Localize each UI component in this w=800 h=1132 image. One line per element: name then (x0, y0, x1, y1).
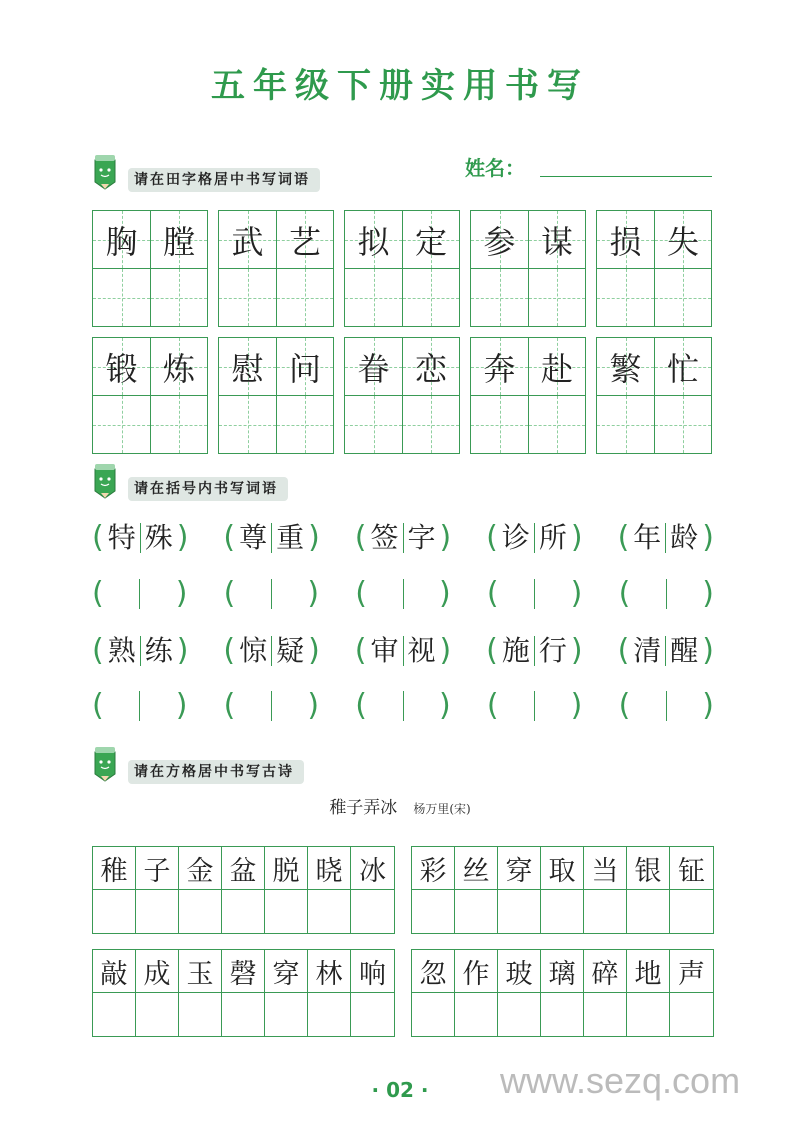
tianzige-practice-line (597, 395, 711, 453)
bracket-blank[interactable] (224, 686, 319, 726)
bracket-char: 殊 (144, 521, 173, 554)
fangge-blank-cell[interactable] (627, 890, 670, 933)
fangge-blank-cell[interactable] (351, 993, 394, 1036)
tianzige-char: 忙 (666, 349, 699, 388)
fangge-blank-cell[interactable] (351, 890, 394, 933)
bracket-char: 所 (538, 521, 567, 554)
left-bracket: ( (92, 520, 104, 555)
fangge-char: 声 (670, 950, 713, 993)
bracket-inner (629, 631, 702, 671)
page-title: 五年级下册实用书写 (211, 66, 589, 106)
tianzige-cell (276, 211, 333, 268)
tianzige-example-line (345, 211, 459, 268)
fangge-blank-cell[interactable] (93, 890, 136, 933)
fangge-blank-cell[interactable] (222, 993, 265, 1036)
fangge-char: 忽 (412, 950, 455, 993)
pencil-icon (92, 152, 118, 190)
left-bracket: ( (618, 688, 631, 723)
fangge-char: 敲 (93, 950, 136, 993)
section-label: 请在田字格居中书写词语 (128, 168, 320, 192)
fangge-blank-cell[interactable] (93, 993, 136, 1036)
page-number: · 02 · (371, 1078, 429, 1102)
tianzige-cell (219, 211, 276, 268)
fangge-blank-cell[interactable] (455, 890, 498, 933)
fangge-blank-cell[interactable] (179, 890, 222, 933)
tianzige-blank-cell[interactable] (219, 396, 276, 453)
tianzige-char: 炼 (162, 349, 195, 388)
fangge-blank-cell[interactable] (584, 890, 627, 933)
bracket-char: 年 (633, 521, 662, 554)
right-bracket: ) (439, 688, 451, 723)
tianzige-blank-cell[interactable] (654, 396, 711, 453)
bracket-char: 施 (501, 634, 530, 667)
left-bracket: ( (486, 688, 499, 723)
tianzige-word (218, 210, 334, 327)
fangge-block (411, 846, 714, 934)
tianzige-blank-cell[interactable] (654, 269, 711, 326)
poem-heading (0, 793, 800, 818)
fangge-row (92, 949, 714, 1037)
bracket-char: 签 (370, 521, 399, 554)
bracket-word (92, 631, 188, 671)
fangge-char: 玉 (179, 950, 222, 993)
bracket-inner (629, 518, 702, 558)
tianzige-example-line (345, 338, 459, 395)
fangge-blank-cell[interactable] (670, 890, 713, 933)
tianzige-word (596, 337, 712, 454)
bracket-blank[interactable] (487, 574, 582, 614)
bracket-inner (104, 518, 177, 558)
section-label: 请在括号内书写词语 (128, 477, 288, 501)
right-bracket: ) (308, 520, 320, 555)
fangge-blank-cell[interactable] (498, 890, 541, 933)
fangge-char: 脱 (265, 847, 308, 890)
bracket-blank-inner[interactable] (367, 574, 439, 614)
right-bracket: ) (176, 633, 189, 668)
bracket-char: 清 (633, 634, 662, 667)
tianzige-char: 繁 (609, 349, 642, 388)
bracket-divider (271, 579, 272, 609)
section-label: 请在方格居中书写古诗 (128, 760, 304, 784)
tianzige-cell (597, 211, 654, 268)
bracket-char: 诊 (501, 521, 530, 554)
tianzige-char: 参 (483, 222, 516, 261)
fangge-char: 取 (541, 847, 584, 890)
fangge-char: 林 (308, 950, 351, 993)
bracket-blank[interactable] (92, 574, 187, 614)
bracket-blank[interactable] (355, 686, 450, 726)
fangge-blank-cell[interactable] (308, 890, 351, 933)
fangge-blank-cell[interactable] (584, 993, 627, 1036)
fangge-char: 晓 (308, 847, 351, 890)
tianzige-cell (345, 338, 402, 395)
tianzige-practice-line (345, 395, 459, 453)
bracket-blank-inner[interactable] (367, 686, 439, 726)
bracket-blank-inner[interactable] (104, 574, 176, 614)
bracket-char: 字 (407, 521, 436, 554)
tianzige-char: 慰 (231, 349, 264, 388)
tianzige-blank-cell[interactable] (471, 269, 528, 326)
bracket-char: 惊 (239, 634, 268, 667)
bracket-blank-inner[interactable] (235, 686, 307, 726)
bracket-blank-inner[interactable] (630, 574, 702, 614)
bracket-char: 尊 (239, 521, 268, 554)
bracket-row (92, 631, 714, 671)
bracket-divider (534, 579, 535, 609)
left-bracket: ( (486, 520, 498, 555)
name-field[interactable] (540, 176, 712, 177)
bracket-word (355, 518, 451, 558)
bracket-blank[interactable] (619, 574, 714, 614)
tianzige-char: 艺 (288, 222, 321, 261)
watermark: www.sezq.com (500, 1060, 741, 1101)
fangge-char: 彩 (412, 847, 455, 890)
tianzige-word (344, 337, 460, 454)
bracket-blank-inner[interactable] (499, 686, 571, 726)
tianzige-cell (471, 338, 528, 395)
bracket-char: 醒 (670, 634, 699, 667)
left-bracket: ( (223, 633, 236, 668)
left-bracket: ( (223, 688, 236, 723)
right-bracket: ) (570, 576, 583, 611)
tianzige-char: 武 (231, 222, 264, 261)
tianzige-char: 拟 (357, 222, 390, 261)
fangge-blank-cell[interactable] (412, 890, 455, 933)
bracket-blank-inner[interactable] (104, 686, 176, 726)
tianzige-char: 眷 (357, 349, 390, 388)
bracket-inner (235, 518, 308, 558)
fangge-blank-cell[interactable] (308, 993, 351, 1036)
poem-author: 杨万里(宋) (413, 802, 471, 816)
fangge-char: 金 (179, 847, 222, 890)
tianzige-blank-cell[interactable] (528, 269, 585, 326)
bracket-char: 练 (144, 634, 173, 667)
tianzige-word (92, 210, 208, 327)
bracket-char: 视 (407, 634, 436, 667)
bracket-blank[interactable] (619, 686, 714, 726)
tianzige-cell (654, 338, 711, 395)
bracket-divider (666, 579, 667, 609)
bracket-word (223, 631, 319, 671)
right-bracket: ) (439, 633, 452, 668)
bracket-word (92, 518, 188, 558)
fangge-char: 响 (351, 950, 394, 993)
fangge-block (411, 949, 714, 1037)
right-bracket: ) (439, 576, 451, 611)
tianzige-cell (528, 338, 585, 395)
tianzige-blank-cell[interactable] (150, 396, 207, 453)
pencil-icon (92, 744, 118, 782)
left-bracket: ( (617, 520, 630, 555)
tianzige-char: 定 (414, 222, 447, 261)
fangge-char: 当 (584, 847, 627, 890)
right-bracket: ) (307, 688, 320, 723)
right-bracket: ) (308, 633, 320, 668)
tianzige-word (470, 210, 586, 327)
bracket-blank-inner[interactable] (235, 574, 307, 614)
tianzige-cell (471, 211, 528, 268)
bracket-inner (367, 518, 440, 558)
right-bracket: ) (702, 576, 714, 611)
tianzige-char: 膛 (162, 222, 195, 261)
right-bracket: ) (175, 576, 188, 611)
right-bracket: ) (307, 576, 320, 611)
fangge-blank-cell[interactable] (265, 993, 308, 1036)
bracket-char: 特 (107, 521, 136, 554)
fangge-char: 成 (136, 950, 179, 993)
fangge-char: 冰 (351, 847, 394, 890)
fangge-char: 磬 (222, 950, 265, 993)
fangge-blank-cell[interactable] (455, 993, 498, 1036)
bracket-char: 疑 (276, 634, 305, 667)
bracket-char: 重 (276, 521, 305, 554)
tianzige-char: 问 (288, 349, 321, 388)
right-bracket: ) (702, 633, 714, 668)
right-bracket: ) (702, 520, 714, 555)
bracket-inner (104, 631, 177, 671)
fangge-blank-cell[interactable] (670, 993, 713, 1036)
fangge-char: 盆 (222, 847, 265, 890)
tianzige-practice-line (93, 268, 207, 326)
fangge-char: 碎 (584, 950, 627, 993)
fangge-blank-cell[interactable] (265, 890, 308, 933)
fangge-char: 穿 (498, 847, 541, 890)
tianzige-practice-line (219, 268, 333, 326)
bracket-blank-inner[interactable] (499, 574, 571, 614)
tianzige-cell (402, 211, 459, 268)
tianzige-cell (219, 338, 276, 395)
fangge-char: 地 (627, 950, 670, 993)
tianzige-word (596, 210, 712, 327)
fangge-blank-cell[interactable] (627, 993, 670, 1036)
bracket-divider (139, 691, 140, 721)
left-bracket: ( (92, 633, 104, 668)
tianzige-blank-cell[interactable] (150, 269, 207, 326)
poem-title: 稚子弄冰 (329, 798, 398, 818)
bracket-divider (271, 691, 272, 721)
left-bracket: ( (355, 688, 367, 723)
fangge-char: 丝 (455, 847, 498, 890)
fangge-blank-cell[interactable] (541, 993, 584, 1036)
tianzige-blank-cell[interactable] (402, 396, 459, 453)
tianzige-char: 失 (666, 222, 699, 261)
fangge-char: 玻 (498, 950, 541, 993)
left-bracket: ( (223, 576, 236, 611)
tianzige-cell (150, 211, 207, 268)
bracket-divider (403, 579, 404, 609)
right-bracket: ) (570, 633, 583, 668)
tianzige-cell (528, 211, 585, 268)
tianzige-example-line (219, 211, 333, 268)
pencil-icon (92, 461, 118, 499)
tianzige-example-line (219, 338, 333, 395)
fangge-char: 银 (627, 847, 670, 890)
tianzige-cell (93, 338, 150, 395)
right-bracket: ) (176, 520, 189, 555)
fangge-blank-cell[interactable] (541, 890, 584, 933)
left-bracket: ( (355, 576, 367, 611)
tianzige-char: 锻 (105, 349, 138, 388)
bracket-divider (666, 691, 667, 721)
fangge-blank-cell[interactable] (412, 993, 455, 1036)
tianzige-example-line (471, 211, 585, 268)
fangge-blank-cell[interactable] (498, 993, 541, 1036)
tianzige-blank-cell[interactable] (276, 269, 333, 326)
tianzige-example-line (93, 338, 207, 395)
fangge-char: 钲 (670, 847, 713, 890)
bracket-word (486, 631, 582, 671)
bracket-row (92, 518, 714, 558)
tianzige-row (92, 210, 712, 327)
left-bracket: ( (617, 633, 630, 668)
bracket-inner (498, 518, 571, 558)
fangge-char: 稚 (93, 847, 136, 890)
tianzige-practice-line (471, 268, 585, 326)
bracket-inner (498, 631, 571, 671)
tianzige-example-line (597, 338, 711, 395)
bracket-blank[interactable] (487, 686, 582, 726)
tianzige-blank-cell[interactable] (597, 269, 654, 326)
right-bracket: ) (702, 688, 714, 723)
tianzige-blank-cell[interactable] (402, 269, 459, 326)
bracket-char: 审 (370, 634, 399, 667)
tianzige-blank-cell[interactable] (219, 269, 276, 326)
tianzige-practice-line (471, 395, 585, 453)
tianzige-cell (93, 211, 150, 268)
left-bracket: ( (354, 633, 367, 668)
fangge-block (92, 846, 395, 934)
tianzige-blank-cell[interactable] (93, 396, 150, 453)
fangge-char: 子 (136, 847, 179, 890)
tianzige-word (92, 337, 208, 454)
right-bracket: ) (570, 688, 583, 723)
left-bracket: ( (486, 576, 499, 611)
right-bracket: ) (439, 520, 452, 555)
bracket-blank-inner[interactable] (630, 686, 702, 726)
bracket-inner (235, 631, 308, 671)
tianzige-blank-cell[interactable] (471, 396, 528, 453)
tianzige-cell (276, 338, 333, 395)
bracket-inner (367, 631, 440, 671)
tianzige-practice-line (93, 395, 207, 453)
fangge-blank-cell[interactable] (222, 890, 265, 933)
left-bracket: ( (354, 520, 367, 555)
fangge-row (92, 846, 714, 934)
tianzige-char: 赴 (540, 349, 573, 388)
tianzige-char: 损 (609, 222, 642, 261)
tianzige-char: 恋 (414, 349, 447, 388)
bracket-divider (534, 691, 535, 721)
left-bracket: ( (92, 688, 104, 723)
tianzige-example-line (597, 211, 711, 268)
bracket-char: 龄 (670, 521, 699, 554)
bracket-word (486, 518, 582, 558)
tianzige-cell (654, 211, 711, 268)
tianzige-blank-cell[interactable] (93, 269, 150, 326)
bracket-row-blank (92, 686, 714, 726)
tianzige-example-line (471, 338, 585, 395)
fangge-block (92, 949, 395, 1037)
tianzige-char: 胸 (105, 222, 138, 261)
bracket-blank[interactable] (224, 574, 319, 614)
left-bracket: ( (486, 633, 498, 668)
tianzige-practice-line (219, 395, 333, 453)
bracket-word (618, 631, 714, 671)
tianzige-word (344, 210, 460, 327)
tianzige-blank-cell[interactable] (597, 396, 654, 453)
bracket-divider (403, 691, 404, 721)
tianzige-example-line (93, 211, 207, 268)
tianzige-blank-cell[interactable] (345, 269, 402, 326)
fangge-char: 作 (455, 950, 498, 993)
tianzige-word (218, 337, 334, 454)
right-bracket: ) (175, 688, 188, 723)
fangge-blank-cell[interactable] (179, 993, 222, 1036)
bracket-blank[interactable] (92, 686, 187, 726)
bracket-char: 行 (538, 634, 567, 667)
bracket-word (355, 631, 451, 671)
tianzige-blank-cell[interactable] (276, 396, 333, 453)
left-bracket: ( (618, 576, 631, 611)
fangge-char: 璃 (541, 950, 584, 993)
tianzige-cell (150, 338, 207, 395)
tianzige-practice-line (597, 268, 711, 326)
right-bracket: ) (570, 520, 583, 555)
tianzige-char: 谋 (540, 222, 573, 261)
bracket-blank[interactable] (355, 574, 450, 614)
tianzige-practice-line (345, 268, 459, 326)
bracket-word (223, 518, 319, 558)
tianzige-cell (597, 338, 654, 395)
fangge-char: 穿 (265, 950, 308, 993)
bracket-divider (139, 579, 140, 609)
name-label: 姓名： (465, 156, 525, 180)
fangge-blank-cell[interactable] (136, 890, 179, 933)
tianzige-word (470, 337, 586, 454)
tianzige-cell (402, 338, 459, 395)
tianzige-char: 奔 (483, 349, 516, 388)
tianzige-cell (345, 211, 402, 268)
left-bracket: ( (92, 576, 104, 611)
bracket-char: 熟 (107, 634, 136, 667)
left-bracket: ( (223, 520, 236, 555)
tianzige-blank-cell[interactable] (528, 396, 585, 453)
tianzige-blank-cell[interactable] (345, 396, 402, 453)
tianzige-row (92, 337, 712, 454)
bracket-word (618, 518, 714, 558)
bracket-row-blank (92, 574, 714, 614)
fangge-blank-cell[interactable] (136, 993, 179, 1036)
